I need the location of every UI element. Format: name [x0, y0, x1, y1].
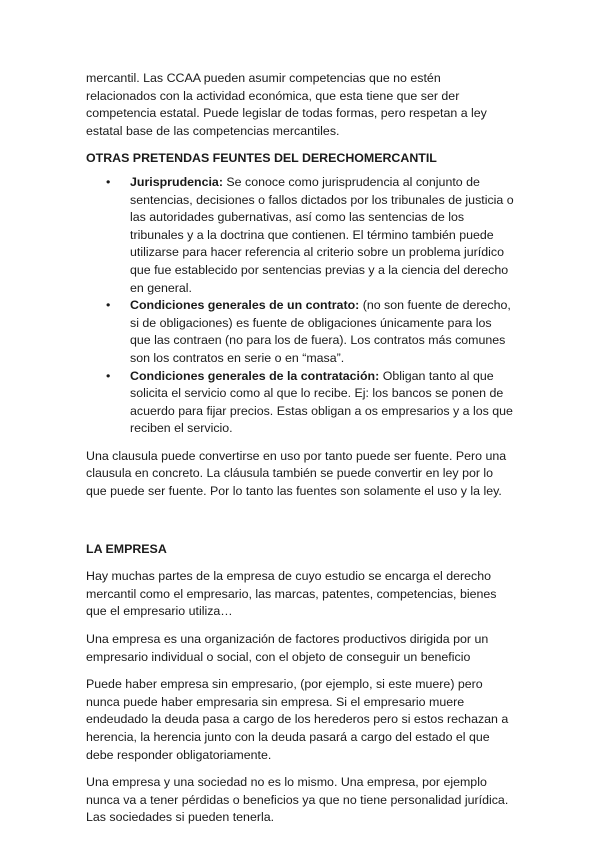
list-item: [106, 297, 514, 367]
section-heading-la-empresa: LA EMPRESA: [86, 541, 167, 556]
empresa-paragraph: Una empresa es una organización de factores productivos dirigida por un empresario individual o social, con el objeto de conseguir un beneficio: [86, 632, 489, 664]
empresa-paragraph: Puede haber empresa sin empresario, (por ejemplo, si este muere) pero nunca puede haber empresaria sin empresa. Si el empresario muere endeudado la deuda pasa a cargo de los herederos pero si estos rechazan a herencia, la herencia junto con la deuda pasará a cargo del estado el que debe responder obligatoriamente.: [86, 677, 509, 762]
empresa-paragraph: Hay muchas partes de la empresa de cuyo estudio se encarga el derecho mercantil como el empresario, las marcas, patentes, competencias, bienes que el empresario utiliza…: [86, 569, 497, 619]
list-item-text: (no son fuente de derecho, si de obligaciones) es fuente de obligaciones únicamente para los que las contraen (no para los de fuera). Los contratos más comunes son los contratos en serie o en “masa”.: [130, 298, 511, 365]
list-item-term: Condiciones generales de un contrato:: [130, 298, 360, 313]
list-item-text: Se conoce como jurisprudencia al conjunto de sentencias, decisiones o fallos dictados por los tribunales de justicia o las autoridades gubernativas, así como las sentencias de los tribunales y a la doctrina que contienen. El término también puede utilizarse para hacer referencia al criterio sobre un problema jurídico que fue establecido por sentencias previas y a la ciencia del derecho en general.: [130, 174, 514, 295]
section-heading-otras-fuentes: OTRAS PRETENDAS FEUNTES DEL DERECHOMERCANTIL: [86, 151, 437, 166]
bullet-icon: •: [106, 298, 111, 313]
list-item: [106, 174, 514, 297]
fuentes-list: [86, 174, 514, 438]
intro-paragraph: mercantil. Las CCAA pueden asumir competencias que no estén relacionados con la actividad económica, que esta tiene que ser der competencia estatal. Puede legislar de todas formas, pero respetan a ley estatal base de las competencias mercantiles.: [86, 71, 487, 138]
list-item-text: Obligan tanto al que solicita el servicio como al que lo recibe. Ej: los bancos se ponen de acuerdo para fijar precios. Estas obligan a os empresarios y a los que reciben el servicio.: [130, 368, 513, 436]
list-item-term: Condiciones generales de la contratación:: [130, 368, 380, 383]
list-item-term: Jurisprudencia:: [130, 174, 223, 189]
bullet-icon: •: [106, 368, 111, 383]
list-item: [106, 368, 514, 438]
bullet-icon: •: [106, 174, 111, 189]
empresa-paragraph: Una empresa y una sociedad no es lo mismo. Una empresa, por ejemplo nunca va a tener pérdidas o beneficios ya que no tiene personalidad jurídica. Las sociedades si pueden tenerla.: [86, 775, 509, 825]
clausula-paragraph: Una clausula puede convertirse en uso por tanto puede ser fuente. Pero una clausula en concreto. La cláusula también se puede convertir en ley por lo que puede ser fuente. Por lo tanto las fuentes son solamente el uso y la ley.: [86, 448, 507, 499]
